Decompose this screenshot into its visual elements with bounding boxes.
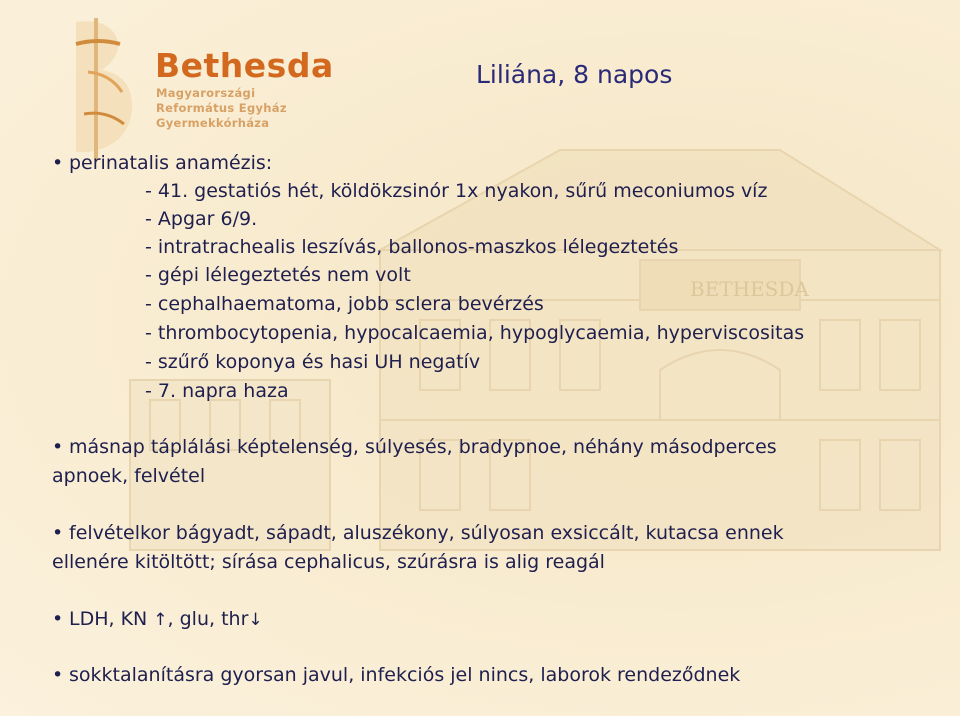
perinatal-item: - Apgar 6/9.: [145, 208, 258, 230]
perinatal-item: - 41. gestatiós hét, köldökzsinór 1x nyakon, sűrű meconiumos víz: [145, 180, 768, 202]
bullet-symptoms: [52, 434, 777, 460]
logo-subtitle-line: Gyermekkórháza: [156, 116, 270, 130]
bullet-outcome: [52, 662, 740, 688]
perinatal-item: - 7. napra haza: [145, 380, 289, 402]
bullet-text: sokktalanításra gyorsan javul, infekciós jel nincs, laborok rendeződnek: [69, 664, 741, 686]
logo-subtitle-line: Magyarországi: [156, 86, 256, 100]
lab-text: , glu, thr: [167, 608, 249, 630]
arrow-up-icon: ↑: [153, 610, 168, 630]
logo-name: Bethesda: [155, 46, 334, 85]
perinatal-item: - gépi lélegeztetés nem volt: [145, 264, 411, 286]
lab-text: LDH, KN: [69, 608, 154, 630]
watermark-text: BETHESDA: [690, 277, 809, 301]
bethesda-logo-icon: [36, 14, 156, 164]
bullet-perinatal: [52, 150, 272, 176]
perinatal-item: - szűrő koponya és hasi UH negatív: [145, 351, 481, 373]
arrow-down-icon: ↓: [248, 610, 263, 630]
bullet-admission: [52, 520, 784, 546]
logo-subtitle-line: Református Egyház: [156, 101, 287, 115]
bullet-text: felvételkor bágyadt, sápadt, aluszékony, súlyosan exsiccált, kutacsa ennek: [69, 522, 784, 544]
perinatal-item: - intratrachealis leszívás, ballonos-maszkos lélegeztetés: [145, 236, 679, 258]
bullet-text-continued: apnoek, felvétel: [52, 465, 206, 487]
bullet-text: másnap táplálási képtelenség, súlyesés, bradypnoe, néhány másodperces: [69, 436, 777, 458]
bullet-labs: [52, 606, 263, 633]
perinatal-item: - thrombocytopenia, hypocalcaemia, hypoglycaemia, hyperviscositas: [145, 322, 805, 344]
slide-title: Liliána, 8 napos: [476, 60, 673, 89]
perinatal-item: - cephalhaematoma, jobb sclera bevérzés: [145, 293, 544, 315]
perinatal-heading: perinatalis anamézis:: [69, 152, 273, 174]
bullet-text-continued: ellenére kitöltött; sírása cephalicus, szúrásra is alig reagál: [52, 551, 605, 573]
